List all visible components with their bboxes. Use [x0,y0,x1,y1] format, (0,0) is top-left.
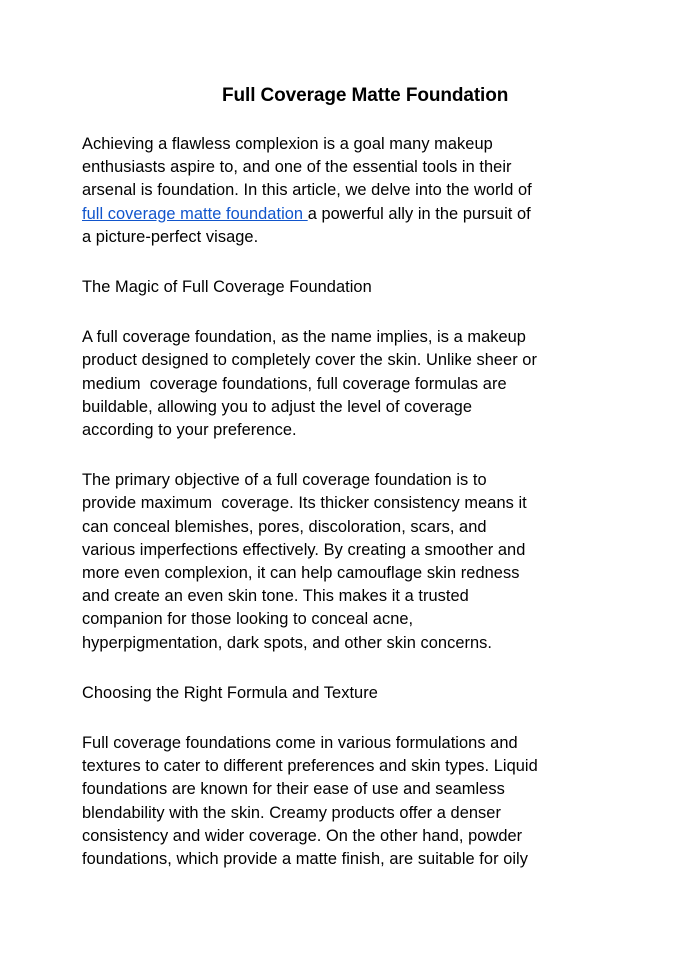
p2-line-2: provide maximum coverage. Its thicker consistency means it [82,494,527,513]
p1-line-4: buildable, allowing you to adjust the level of coverage [82,397,473,416]
p3-line-2: textures to cater to different preferences and skin types. Liquid [82,757,538,776]
p3-line-4: blendability with the skin. Creamy products offer a denser [82,803,501,822]
intro-after-link: a powerful ally in the pursuit of [307,204,531,223]
p2-line-1: The primary objective of a full coverage foundation is to [82,471,487,490]
p1-line-3: medium coverage foundations, full coverage formulas are [82,374,507,393]
p3-line-6: foundations, which provide a matte finish, are suitable for oily [82,850,528,869]
p1-line-2: product designed to completely cover the skin. Unlike sheer or [82,351,537,370]
document-body [82,133,592,871]
p1-line-5: according to your preference. [82,421,297,440]
intro-line-5: a picture-perfect visage. [82,227,259,246]
p2-line-5: more even complexion, it can help camouflage skin redness [82,564,520,583]
paragraph-3 [82,732,592,871]
p2-line-3: can conceal blemishes, pores, discoloration, scars, and [82,517,487,536]
p2-line-4: various imperfections effectively. By creating a smoother and [82,540,526,559]
intro-line-2: enthusiasts aspire to, and one of the essential tools in their [82,158,512,177]
intro-line-3: arsenal is foundation. In this article, we delve into the world of [82,181,532,200]
p3-line-3: foundations are known for their ease of use and seamless [82,780,505,799]
p2-line-7: companion for those looking to conceal acne, [82,610,414,629]
intro-line-4 [82,203,592,226]
p2-line-8: hyperpigmentation, dark spots, and other skin concerns. [82,633,493,652]
paragraph-2 [82,469,592,655]
paragraph-1 [82,326,592,442]
heading-1-text: The Magic of Full Coverage Foundation [82,278,372,297]
foundation-link[interactable]: full coverage matte foundation [82,204,308,223]
document-title: Full Coverage Matte Foundation [222,85,509,106]
p1-line-1: A full coverage foundation, as the name implies, is a makeup [82,328,526,347]
intro-line-1: Achieving a flawless complexion is a goal many makeup [82,135,493,153]
p3-line-1: Full coverage foundations come in various formulations and [82,734,518,753]
section-heading-formula [82,682,592,705]
intro-paragraph [82,133,592,249]
heading-2-text: Choosing the Right Formula and Texture [82,683,378,702]
p2-line-6: and create an even skin tone. This makes it a trusted [82,587,469,606]
section-heading-magic [82,276,592,299]
p3-line-5: consistency and wider coverage. On the other hand, powder [82,826,523,845]
